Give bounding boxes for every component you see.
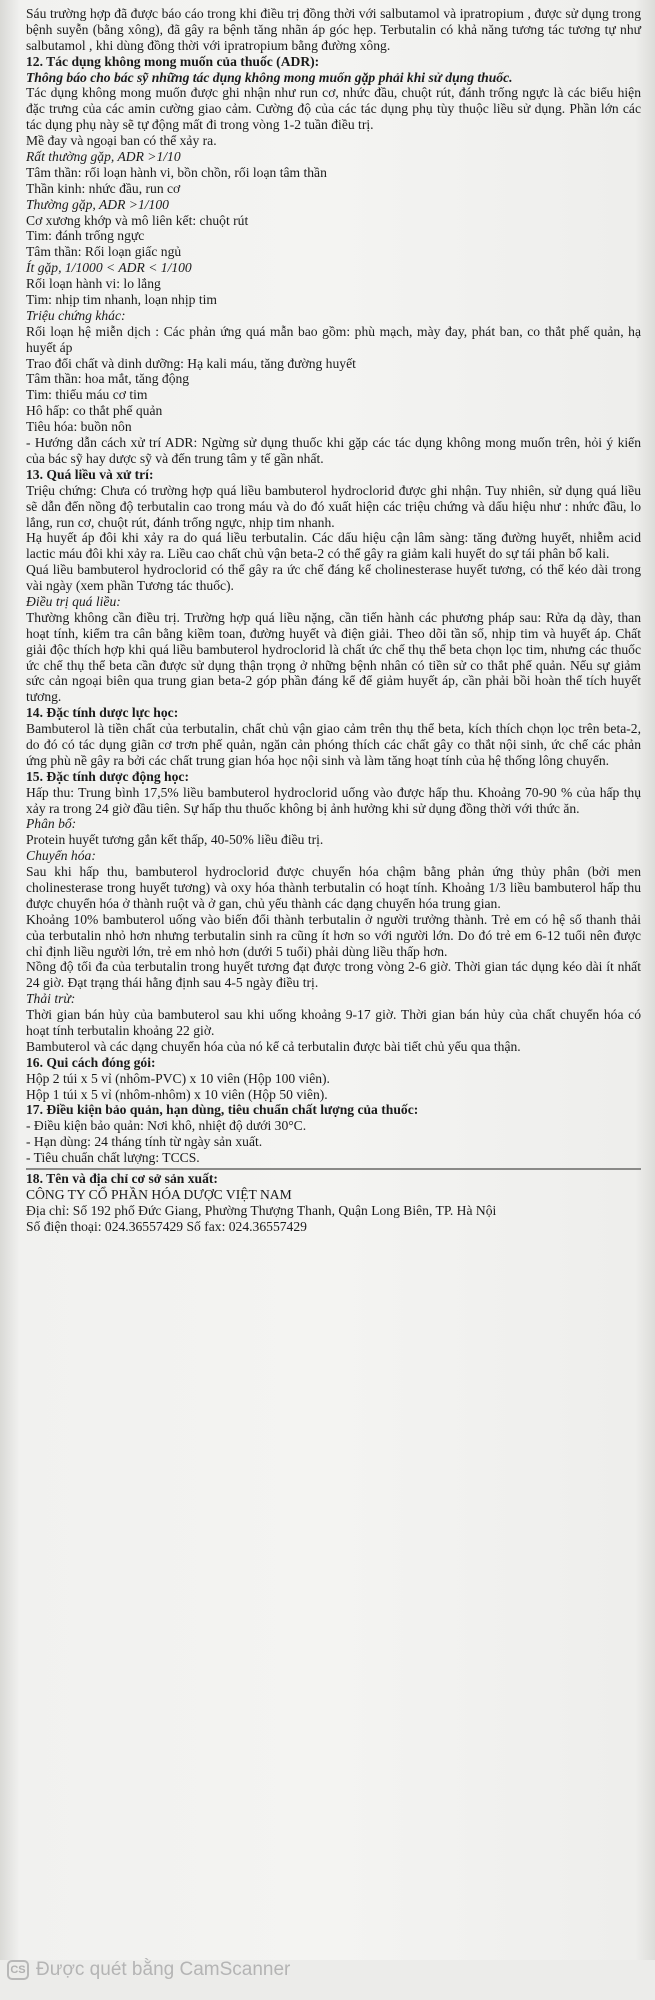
- text-line: Hộp 1 túi x 5 vỉ (nhôm-nhôm) x 10 viên (Hộp 50 viên).: [26, 1086, 328, 1102]
- text-line: - Hướng dẫn cách xử trí ADR: Ngừng sử dụng thuốc khi gặp các tác dụng không mong muốn trên, hỏi ý kiến của bác sỹ hay dược sỹ và đến trung tâm y tế gần nhất.: [26, 435, 641, 466]
- section-heading: 17. Điều kiện bảo quản, hạn dùng, tiêu chuẩn chất lượng của thuốc:: [26, 1102, 419, 1118]
- text-line: Thường gặp, ADR >1/100: [26, 196, 169, 212]
- camscanner-watermark-text: Được quét bằng CamScanner: [36, 1959, 291, 1980]
- text-line: Thời gian bán hủy của bambuterol sau khi uống khoảng 9-17 giờ. Thời gian bán hủy của chất chuyển hóa có hoạt tính terbutalin khoảng 22 giờ.: [26, 1007, 641, 1038]
- text-line: Tim: nhịp tim nhanh, loạn nhịp tim: [26, 292, 217, 308]
- text-line: Chuyển hóa:: [26, 848, 96, 864]
- section-heading: 15. Đặc tính dược động học:: [26, 768, 189, 784]
- text-line: Thải trừ:: [26, 991, 76, 1007]
- text-line: Bambuterol và các dạng chuyển hóa của nó kể cả terbutalin được bài tiết chủ yếu qua thận.: [26, 1038, 521, 1054]
- text-line: - Điều kiện bảo quản: Nơi khô, nhiệt độ dưới 30°C.: [26, 1118, 307, 1134]
- camscanner-logo-icon: CS: [7, 1960, 29, 1980]
- section-heading: 16. Qui cách đóng gói:: [26, 1054, 156, 1070]
- section-heading: 18. Tên và địa chỉ cơ sở sản xuất:: [26, 1171, 218, 1187]
- text-line: Địa chỉ: Số 192 phố Đức Giang, Phường Thượng Thanh, Quận Long Biên, TP. Hà Nội: [26, 1202, 497, 1218]
- text-line: Hạ huyết áp đôi khi xảy ra do quá liều terbutalin. Các dấu hiệu cận lâm sàng: tăng đường huyết, nhiễm acid lactic máu đôi khi xảy ra. Liều cao chất chủ vận beta-2 có thể gây ra giảm kali huyết do sự tái phân bố kali.: [26, 530, 641, 562]
- text-line: Sáu trường hợp đã được báo cáo trong khi điều trị đồng thời với salbutamol và ipratropium , được sử dụng trong bệnh suyễn (bằng xông), đã gây ra bệnh tăng nhãn áp góc hẹp. Terbutalin có khả năng tương tác tương tự như salbutamol , khi dùng đồng thời với ipratropium bằng đường xông.: [26, 6, 641, 53]
- text-line: - Tiêu chuẩn chất lượng: TCCS.: [26, 1150, 200, 1166]
- text-line: Hộp 2 túi x 5 vỉ (nhôm-PVC) x 10 viên (Hộp 100 viên).: [26, 1070, 330, 1086]
- section-divider: [26, 1168, 641, 1170]
- text-line: Quá liều bambuterol hydroclorid có thể gây ra ức chế đáng kể cholinesterase huyết tương, có thể kéo dài trong vài ngày (xem phần Tương tác thuốc).: [26, 562, 641, 594]
- text-line: CÔNG TY CỔ PHẦN HÓA DƯỢC VIỆT NAM: [26, 1186, 292, 1202]
- text-line: Nồng độ tối đa của terbutalin trong huyết tương đạt được trong vòng 2-6 giờ. Thời gian tác dụng kéo dài ít nhất 24 giờ. Đạt trạng thái hằng định sau 4-5 ngày điều trị.: [26, 959, 641, 991]
- section-heading: 14. Đặc tính dược lực học:: [26, 705, 179, 721]
- text-line: Tiêu hóa: buồn nôn: [26, 419, 132, 435]
- text-line: Thường không cần điều trị. Trường hợp quá liều nặng, cần tiến hành các phương pháp sau: Rửa dạ dày, than hoạt tính, kiểm tra cân bằng kiềm toan, đường huyết và điện giải. Theo dõi tần số, nhịp tim và huyết áp. Chất giải độc thích hợp khi quá liều bambuterol hydroclorid là chất ức chế thụ thể beta chọn lọc tim, nhưng các thuốc ức chế thụ thể beta cần được sử dụng thận trọng ở những bệnh nhân có tiền sử co thắt phế quản. Nếu sự giảm sức cản ngoại biên qua trung gian beta-2 góp phần đáng kể để giảm huyết áp, cần phải bồi hoàn thể tích huyết tương.: [26, 609, 641, 705]
- text-line: Khoảng 10% bambuterol uống vào biến đổi thành terbutalin ở người trưởng thành. Trẻ em có hệ số thanh thải của terbutalin nhỏ hơn nhưng terbutalin sinh ra cũng ít hơn so với người lớn. Do đó trẻ em 6-12 tuổi nên được chỉ định liều người lớn, trẻ em nhỏ hơn (dưới 5 tuổi) phải dùng liều thấp hơn.: [26, 911, 641, 959]
- text-line: Mề đay và ngoại ban có thể xảy ra.: [26, 133, 217, 149]
- text-line: Thông báo cho bác sỹ những tác dụng không mong muốn gặp phải khi sử dụng thuốc.: [26, 69, 513, 85]
- section-heading: 13. Quá liều và xử trí:: [26, 466, 154, 482]
- text-line: Ít gặp, 1/1000 < ADR < 1/100: [26, 260, 192, 276]
- text-line: Tim: thiếu máu cơ tim: [26, 387, 148, 403]
- text-line: - Hạn dùng: 24 tháng tính từ ngày sản xuất.: [26, 1134, 263, 1150]
- text-line: Bambuterol là tiền chất của terbutalin, chất chủ vận giao cảm trên thụ thể beta, kích thích chọn lọc trên beta-2, do đó có tác dụng giãn cơ trơn phế quản, ngăn cản phóng thích các chất gây co thắt nội sinh, ức chế các phản ứng phù nề gây ra bởi các chất trung gian hóa học nội sinh và làm tăng hoạt tính của hệ thống lông chuyển.: [26, 721, 641, 768]
- text-line: Rất thường gặp, ADR >1/10: [26, 149, 181, 165]
- text-line: Tác dụng không mong muốn được ghi nhận như run cơ, nhức đầu, chuột rút, đánh trống ngực là các biểu hiện đặc trưng của các amin cường giao cảm. Cường độ của các tác dụng phụ tùy thuộc liều sử dụng. Phần lớn các tác dụng phụ này sẽ tự động mất đi trong vòng 1-2 tuần điều trị.: [26, 85, 641, 133]
- text-line: Trao đổi chất và dinh dưỡng: Hạ kali máu, tăng đường huyết: [26, 355, 356, 371]
- text-line: Sau khi hấp thu, bambuterol hydroclorid được chuyển hóa chậm bằng phản ứng thủy phân (bởi men cholinesterase trong huyết tương) và oxy hóa thành terbutalin có hoạt tính. Khoảng 1/3 liều bambuterol hấp thu được chuyển hóa ở thành ruột và ở gan, chủ yếu thành các dạng chuyển hóa trung gian.: [26, 864, 641, 911]
- text-line: Rối loạn hành vi: lo lắng: [26, 276, 161, 292]
- text-line: Tâm thần: rối loạn hành vi, bồn chồn, rối loạn tâm thần: [26, 164, 327, 180]
- text-line: Số điện thoại: 024.36557429 Số fax: 024.36557429: [26, 1218, 307, 1234]
- text-line: Rối loạn hệ miễn dịch : Các phản ứng quá mẫn bao gồm: phù mạch, mày đay, phát ban, co thắt phế quản, hạ huyết áp: [26, 323, 641, 355]
- text-line: Cơ xương khớp và mô liên kết: chuột rút: [26, 212, 249, 228]
- text-line: Tâm thần: Rối loạn giấc ngủ: [26, 244, 182, 260]
- text-line: Hấp thu: Trung bình 17,5% liều bambuterol hydroclorid uống vào được hấp thu. Khoảng 70-90 % của hấp thụ xảy ra trong 24 giờ đầu tiên. Sự hấp thu thuốc không bị ảnh hưởng khi sử dụng đồng thời với thức ăn.: [26, 784, 641, 816]
- text-line: Tim: đánh trống ngực: [26, 228, 145, 244]
- section-heading: 12. Tác dụng không mong muốn của thuốc (ADR):: [26, 53, 320, 69]
- text-line: Phân bố:: [26, 816, 77, 832]
- text-line: Hô hấp: co thắt phế quản: [26, 403, 163, 419]
- text-line: Protein huyết tương gắn kết thấp, 40-50% liều điều trị.: [26, 832, 324, 848]
- text-line: Thần kinh: nhức đầu, run cơ: [26, 180, 181, 196]
- text-line: Triệu chứng: Chưa có trường hợp quá liều bambuterol hydroclorid được ghi nhận. Tuy nhiên, sử dụng quá liều sẽ dẫn đến nồng độ terbutalin cao trong máu và do đó xuất hiện các triệu chứng và dấu hiệu như : nhức đầu, lo lắng, run cơ, chuột rút, đánh trống ngực, nhịp tim nhanh.: [26, 482, 641, 530]
- text-line: Triệu chứng khác:: [26, 307, 126, 323]
- text-line: Điều trị quá liều:: [26, 593, 121, 609]
- text-line: Tâm thần: hoa mắt, tăng động: [26, 371, 190, 387]
